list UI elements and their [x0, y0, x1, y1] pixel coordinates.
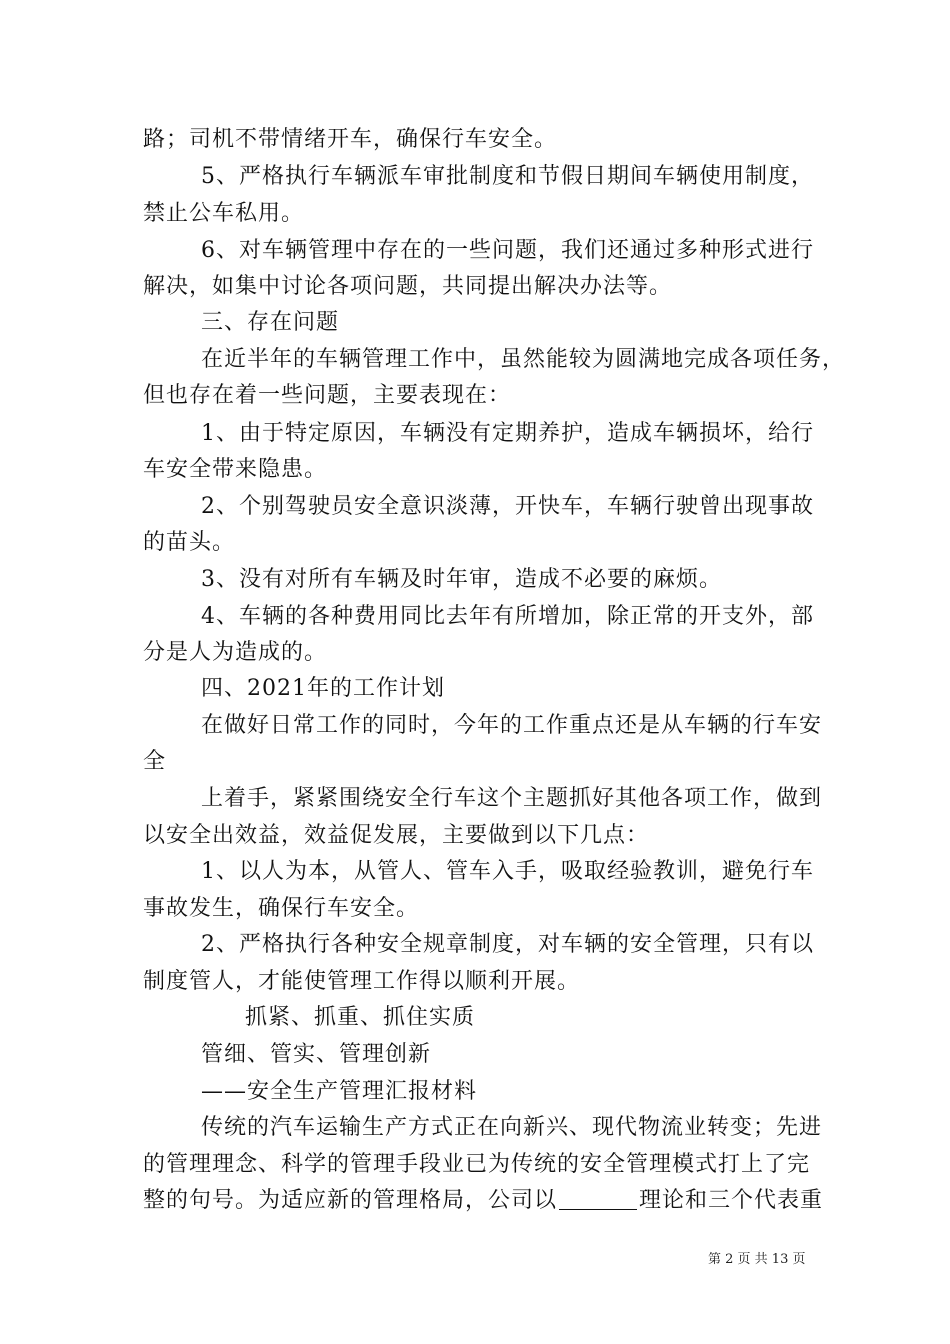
text-line: 以安全出效益，效益促发展，主要做到以下几点： — [143, 823, 650, 848]
text-line: 在近半年的车辆管理工作中，虽然能较为圆满地完成各项任务， — [201, 347, 846, 372]
text-line: 制度管人，才能使管理工作得以顺利开展。 — [143, 969, 581, 994]
text-line — [143, 1186, 823, 1216]
text-line: 上着手，紧紧围绕安全行车这个主题抓好其他各项工作，做到 — [201, 786, 823, 811]
fill-in-blank — [559, 1189, 637, 1210]
text-line: 的苗头。 — [143, 530, 236, 555]
text-line: 6、对车辆管理中存在的一些问题，我们还通过多种形式进行 — [201, 238, 814, 263]
text-line: 但也存在着一些问题，主要表现在： — [143, 383, 512, 408]
page-number-footer: 第 2 页 共 13 页 — [708, 1252, 806, 1267]
text-line: 车安全带来隐患。 — [143, 457, 328, 482]
text-line: 4、车辆的各种费用同比去年有所增加，除正常的开支外，部 — [201, 604, 814, 629]
text-line: 禁止公车私用。 — [143, 201, 305, 226]
text-line: 事故发生，确保行车安全。 — [143, 896, 420, 921]
text-line: 在做好日常工作的同时，今年的工作重点还是从车辆的行车安 — [201, 713, 823, 738]
text-line: 5、严格执行车辆派车审批制度和节假日期间车辆使用制度， — [201, 164, 814, 189]
subtitle-line: 管细、管实、管理创新 — [201, 1042, 432, 1067]
text-line: 路；司机不带情绪开车，确保行车安全。 — [143, 127, 558, 152]
text-line: 3、没有对所有车辆及时年审，造成不必要的麻烦。 — [201, 567, 722, 592]
text-line: 传统的汽车运输生产方式正在向新兴、现代物流业转变；先进 — [201, 1115, 823, 1140]
section-heading: 四、2021年的工作计划 — [201, 676, 445, 701]
section-heading: 三、存在问题 — [201, 310, 340, 335]
text-segment: 理论和三个代表重 — [639, 1188, 824, 1213]
text-line: 全 — [143, 749, 167, 774]
title-line: 抓紧、抓重、抓住实质 — [245, 1005, 476, 1030]
text-line: 解决，如集中讨论各项问题，共同提出解决办法等。 — [143, 274, 673, 299]
text-line: 的管理理念、科学的管理手段业已为传统的安全管理模式打上了完 — [143, 1152, 811, 1177]
text-line: 1、以人为本，从管人、管车入手，吸取经验教训，避免行车 — [201, 859, 814, 884]
text-segment: 整的句号。为适应新的管理格局，公司以 — [143, 1188, 558, 1213]
text-line: 1、由于特定原因，车辆没有定期养护，造成车辆损坏，给行 — [201, 421, 814, 446]
text-line: 分是人为造成的。 — [143, 640, 328, 665]
subtitle-line: ——安全生产管理汇报材料 — [201, 1079, 478, 1104]
text-line: 2、严格执行各种安全规章制度，对车辆的安全管理，只有以 — [201, 932, 814, 957]
text-line: 2、个别驾驶员安全意识淡薄，开快车，车辆行驶曾出现事故 — [201, 494, 814, 519]
